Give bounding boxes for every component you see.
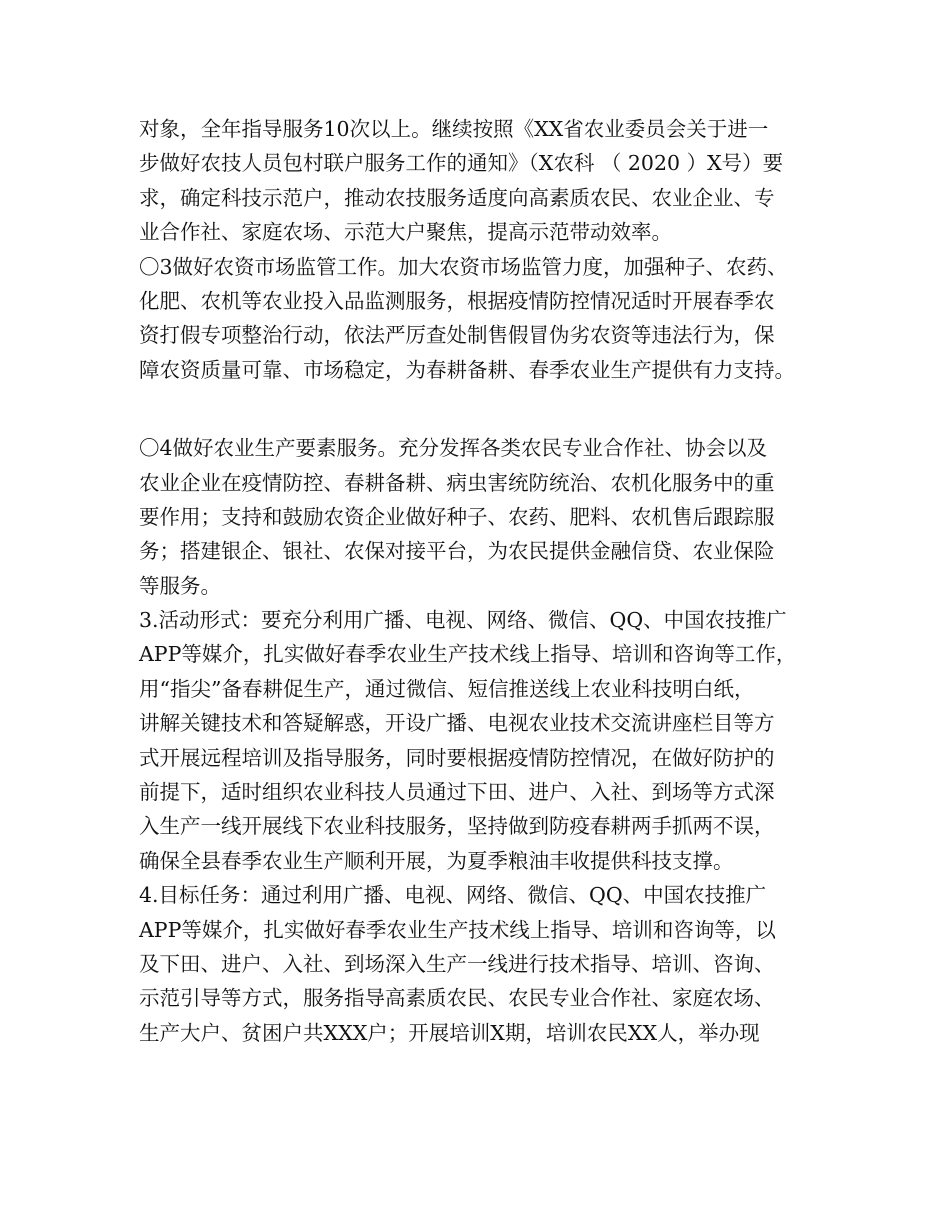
text-line: 对象，全年指导服务10次以上。继续按照《XX省农业委员会关于进一 <box>139 117 769 141</box>
text-line: 等服务。 <box>139 573 221 598</box>
text-line: APP等媒介，扎实做好春季农业生产技术线上指导、培训和咨询等工作， <box>139 642 797 667</box>
paragraph-gap <box>139 387 829 431</box>
text-line: 4.目标任务：通过利用广播、电视、网络、微信、QQ、中国农技推广 <box>139 883 767 908</box>
text-line: APP等媒介，扎实做好春季农业生产技术线上指导、培训和咨询等，以 <box>139 917 776 942</box>
text-line: 农业企业在疫情防控、春耕备耕、病虫害统防统治、农机化服务中的重 <box>139 470 775 495</box>
text-line: 要作用；支持和鼓励农资企业做好种子、农药、肥料、农机售后跟踪服 <box>139 504 775 529</box>
text-line: 化肥、农机等农业投入品监测服务，根据疫情防控情况适时开展春季农 <box>139 288 775 313</box>
text-line: 入生产一线开展线下农业科技服务，坚持做到防疫春耕两手抓两不误， <box>139 814 775 839</box>
text-line: 资打假专项整治行动，依法严厉查处制售假冒伪劣农资等违法行为，保 <box>139 323 775 348</box>
text-line: 式开展远程培训及指导服务，同时要根据疫情防控情况，在做好防护的 <box>139 745 775 770</box>
text-line: 求，确定科技示范户，推动农技服务适度向高素质农民、农业企业、专 <box>139 185 775 210</box>
text-line: 用“指尖”备春耕促生产，通过微信、短信推送线上农业科技明白纸， <box>139 676 755 701</box>
text-line: 〇3做好农资市场监管工作。加大农资市场监管力度，加强种子、农药、 <box>139 254 788 279</box>
text-line: 障农资质量可靠、市场稳定，为春耕备耕、春季农业生产提供有力支持。 <box>139 357 795 382</box>
document-body <box>139 112 829 1050</box>
text-line: 步做好农技人员包村联户服务工作的通知》（X农科 （ 2020 ）X号）要 <box>139 151 784 176</box>
text-line: 业合作社、家庭农场、示范大户聚焦，提高示范带动效率。 <box>139 220 672 245</box>
text-line: 确保全县春季农业生产顺利开展，为夏季粮油丰收提供科技支撑。 <box>139 848 734 873</box>
text-line: 及下田、进户、入社、到场深入生产一线进行技术指导、培训、咨询、 <box>139 951 775 976</box>
text-line: 务；搭建银企、银社、农保对接平台，为农民提供金融信贷、农业保险 <box>139 539 775 564</box>
text-line: 生产大户、贫困户共XXX户；开展培训X期，培训农民XX人，举办现 <box>139 1020 760 1045</box>
text-line: 3.活动形式：要充分利用广播、电视、网络、微信、QQ、中国农技推广 <box>139 608 787 633</box>
text-line: 〇4做好农业生产要素服务。充分发挥各类农民专业合作社、协会以及 <box>139 436 768 461</box>
text-line: 讲解关键技术和答疑解惑，开设广播、电视农业技术交流讲座栏目等方 <box>139 711 775 736</box>
text-line: 示范引导等方式，服务指导高素质农民、农民专业合作社、家庭农场、 <box>139 986 775 1011</box>
text-line: 前提下，适时组织农业科技人员通过下田、进户、入社、到场等方式深 <box>139 780 775 805</box>
